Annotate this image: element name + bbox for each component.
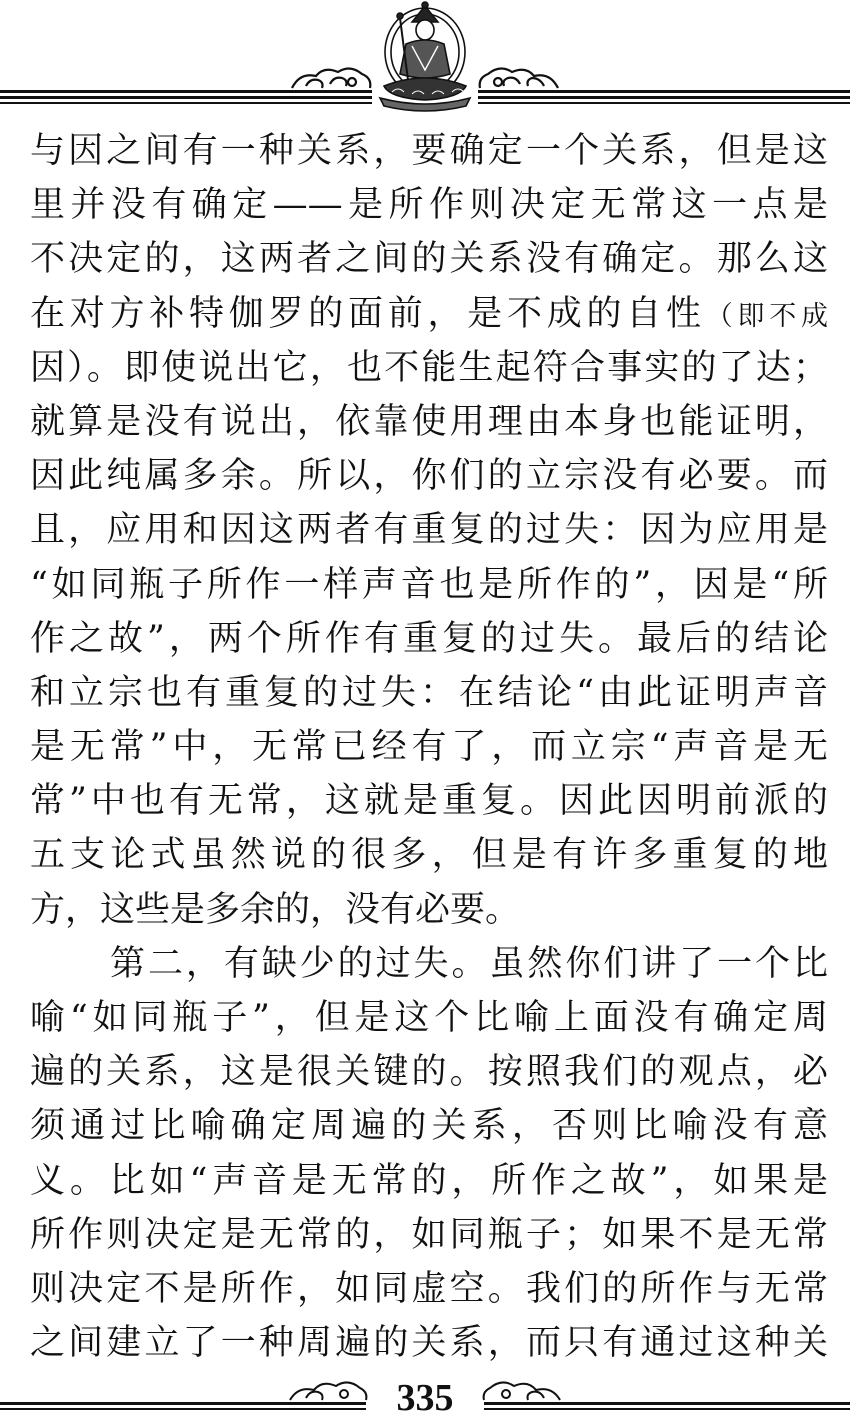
footer-cloud-scroll-left-icon bbox=[290, 1382, 366, 1400]
text-line-19: 须通过比喻确定周遍的关系，否则比喻没有意 bbox=[30, 1106, 828, 1147]
text-line-3: 不决定的，这两者之间的关系没有确定。那么这 bbox=[30, 239, 828, 280]
text-line-4-main: 在对方补特伽罗的面前，是不成的自性 bbox=[30, 293, 706, 334]
cloud-scroll-right-icon bbox=[480, 68, 558, 88]
text-line-10: 作之故”，两个所作有重复的过失。最后的结论 bbox=[30, 618, 828, 659]
text-line-9: “如同瓶子所作一样声音也是所作的”，因是“所 bbox=[30, 564, 828, 605]
text-line-21: 所作则决定是无常的，如同瓶子；如果不是无常 bbox=[30, 1214, 828, 1255]
text-line-17: 喻“如同瓶子”，但是这个比喻上面没有确定周 bbox=[30, 998, 828, 1038]
text-line-13: 常”中也有无常，这就是重复。因此因明前派的 bbox=[30, 781, 828, 822]
text-line-14: 五支论式虽然说的很多，但是有许多重复的地 bbox=[30, 835, 828, 876]
text-line-16: 第二，有缺少的过失。虽然你们讲了一个比 bbox=[110, 943, 828, 984]
text-line-1: 与因之间有一种关系，要确定一个关系，但是这 bbox=[30, 131, 828, 171]
page-number: 335 bbox=[396, 1377, 454, 1419]
text-line-12: 是无常”中，无常已经有了，而立宗“声音是无 bbox=[30, 727, 828, 768]
text-line-4 bbox=[30, 287, 828, 341]
page-body-text bbox=[30, 124, 828, 1370]
text-line-15: 方，这些是多余的，没有必要。 bbox=[30, 889, 521, 930]
text-line-11: 和立宗也有重复的过失：在结论“由此证明声音 bbox=[30, 672, 828, 713]
text-line-5: 因）。即使说出它，也不能生起符合事实的了达； bbox=[30, 347, 828, 388]
seated-deity-emblem-icon bbox=[380, 2, 470, 111]
text-line-20: 义。比如“声音是无常的，所作之故”，如果是 bbox=[30, 1160, 828, 1201]
page-header-ornament bbox=[0, 0, 850, 118]
text-line-22: 则决定不是所作，如同虚空。我们的所作与无常 bbox=[30, 1268, 828, 1309]
header-ornament-graphic bbox=[0, 0, 850, 118]
text-line-23: 之间建立了一种周遍的关系，而只有通过这种关 bbox=[30, 1323, 828, 1364]
footer-cloud-scroll-right-icon bbox=[484, 1382, 560, 1400]
text-line-2: 里并没有确定——是所作则决定无常这一点是 bbox=[30, 185, 828, 226]
cloud-scroll-left-icon bbox=[292, 68, 370, 88]
text-line-6: 就算是没有说出，依靠使用理由本身也能证明， bbox=[30, 401, 828, 442]
text-line-7: 因此纯属多余。所以，你们的立宗没有必要。而 bbox=[30, 456, 828, 497]
inline-note: （即不成 bbox=[705, 300, 828, 332]
text-line-18: 遍的关系，这是很关键的。按照我们的观点，必 bbox=[30, 1052, 828, 1093]
text-line-8: 且，应用和因这两者有重复的过失：因为应用是 bbox=[30, 510, 828, 551]
